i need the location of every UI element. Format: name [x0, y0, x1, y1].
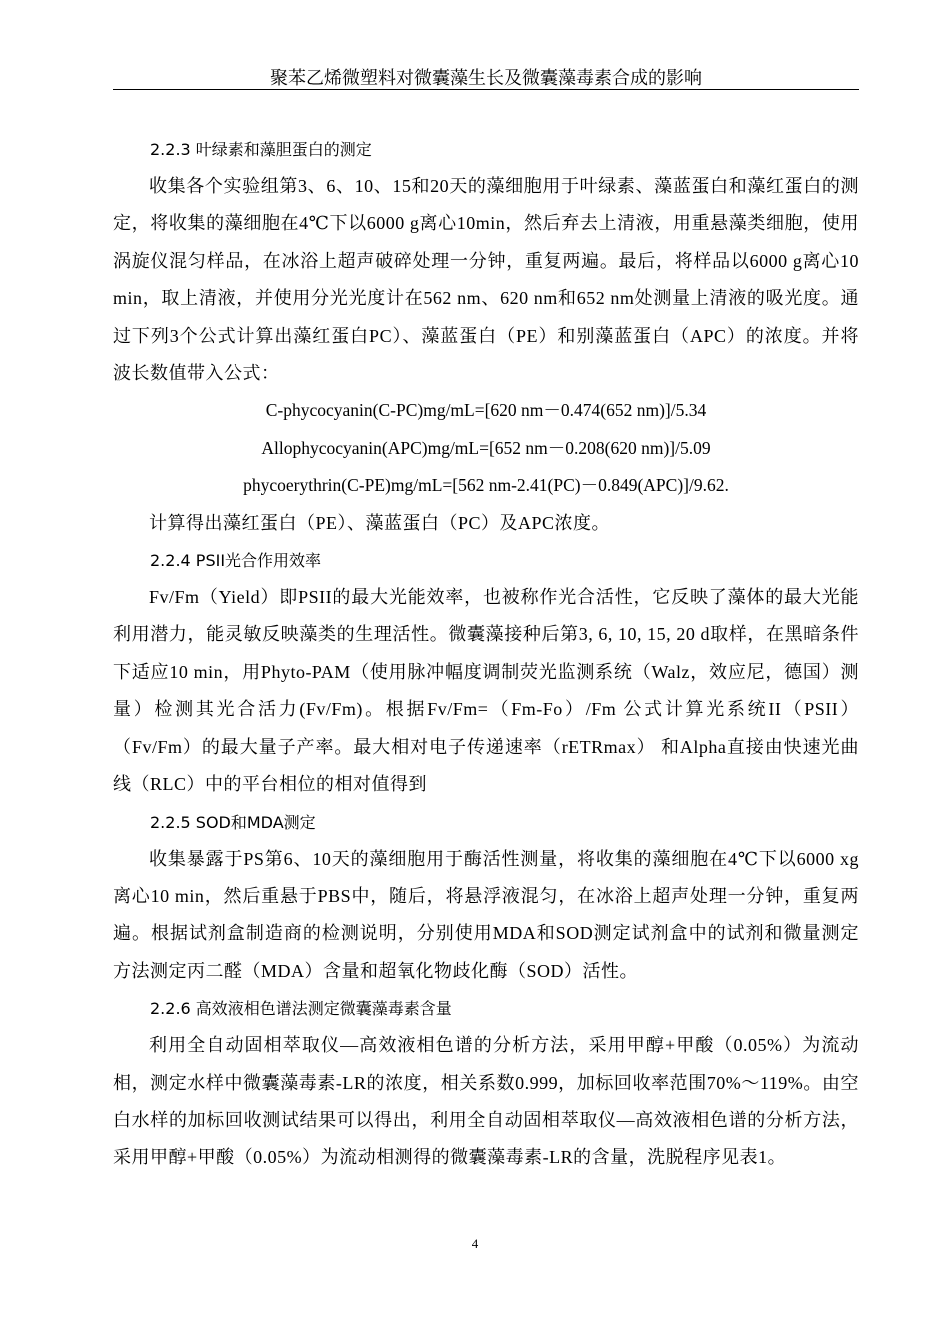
paragraph-psii-method: Fv/Fm（Yield）即PSII的最大光能效率，也被称作光合活性，它反映了藻体的最大光能利用潜力，能灵敏反映藻类的生理活性。微囊藻接种后第3, 6, 10, 15, 20 d取样，在黑暗条件下适应10 min，用Phyto-PAM（使用脉冲幅度调制荧光监测系统（Walz，效应尼，德国）测量）检测其光合活力(Fv/Fm)。根据Fv/Fm=（Fm-Fo）/Fm 公式计算光系统II（PSII）（Fv/Fm）的最大量子产率。最大相对电子传递速率（rETRmax） 和Alpha直接由快速光曲线（RLC）中的平台相位的相对值得到: [113, 587, 859, 795]
page-body: [113, 131, 859, 1177]
paragraph-pigment-method: 收集各个实验组第3、6、10、15和20天的藻细胞用于叶绿素、藻蓝蛋白和藻红蛋白的测定，将收集的藻细胞在4℃下以6000 g离心10min，然后弃去上清液，用重悬藻类细胞，使用涡旋仪混匀样品，在冰浴上超声破碎处理一分钟，重复两遍。最后，将样品以6000 g离心10 min，取上清液，并使用分光光度计在562 nm、620 nm和652 nm处测量上清液的吸光度。通过下列3个公式计算出藻红蛋白PC）、藻蓝蛋白（PE）和别藻蓝蛋白（APC）的浓度。并将波长数值带入公式：: [113, 176, 859, 384]
paragraph-sod-mda-method: 收集暴露于PS第6、10天的藻细胞用于酶活性测量，将收集的藻细胞在4℃下以6000 xg离心10 min，然后重悬于PBS中，随后，将悬浮液混匀，在冰浴上超声处理一分钟，重复两遍。根据试剂盒制造商的检测说明，分别使用MDA和SOD测定试剂盒中的试剂和微量测定方法测定丙二醛（MDA）含量和超氧化物歧化酶（SOD）活性。: [113, 848, 859, 981]
formula-apc: Allophycocyanin(APC)mg/mL=[652 nm－0.208(620 nm)]/5.09: [261, 437, 711, 458]
section-heading-2-2-6: 2.2.6 高效液相色谱法测定微囊藻毒素含量: [150, 999, 452, 1019]
paragraph-pigment-result: 计算得出藻红蛋白（PE）、藻蓝蛋白（PC）及APC浓度。: [149, 512, 611, 533]
header-rule: [113, 89, 859, 90]
paragraph-hplc-method: 利用全自动固相萃取仪—高效液相色谱的分析方法，采用甲醇+甲酸（0.05%）为流动相，测定水样中微囊藻毒素-LR的浓度，相关系数0.999，加标回收率范围70%～119%。由空白水样的加标回收测试结果可以得出，利用全自动固相萃取仪—高效液相色谱的分析方法，采用甲醇+甲酸（0.05%）为流动相测得的微囊藻毒素-LR的含量，洗脱程序见表1。: [113, 1035, 859, 1168]
section-heading-2-2-3: 2.2.3 叶绿素和藻胆蛋白的测定: [150, 140, 372, 159]
formula-c-pc: C-phycocyanin(C-PC)mg/mL=[620 nm－0.474(652 nm)]/5.34: [265, 400, 707, 421]
formula-c-pe: phycoerythrin(C-PE)mg/mL=[562 nm-2.41(PC)－0.849(APC)]/9.62.: [243, 475, 729, 496]
page-number: 4: [471, 1236, 479, 1251]
running-header: 聚苯乙烯微塑料对微囊藻生长及微囊藻毒素合成的影响: [270, 68, 702, 88]
section-heading-2-2-5: 2.2.5 SOD和MDA测定: [150, 812, 316, 832]
section-heading-2-2-4: 2.2.4 PSII光合作用效率: [150, 551, 322, 571]
